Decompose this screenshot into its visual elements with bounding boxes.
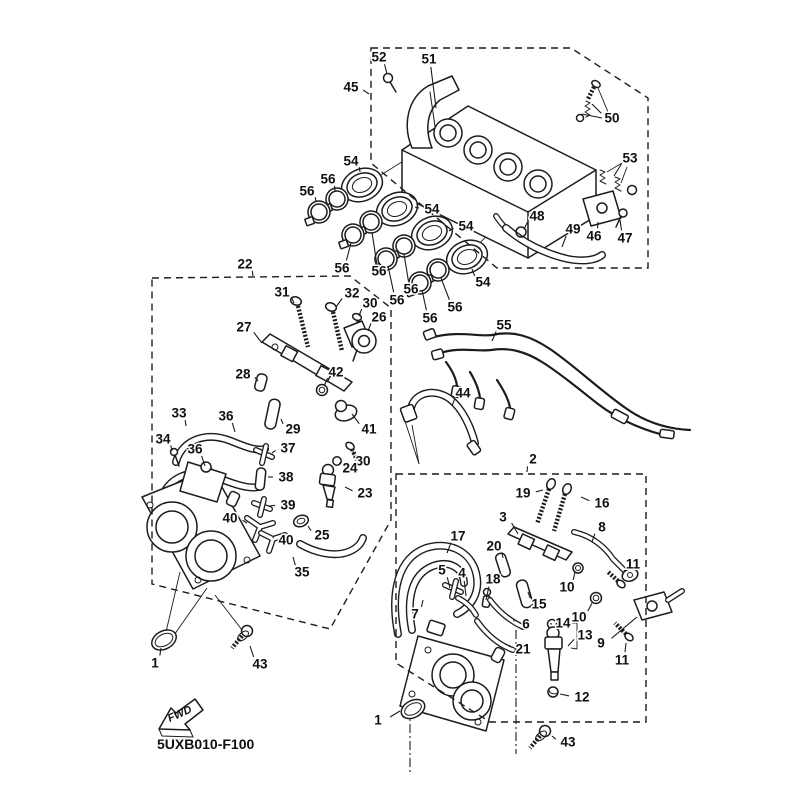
part-label-20: 20 xyxy=(486,538,502,554)
label-leader-line xyxy=(359,167,360,172)
label-leader-line xyxy=(592,104,601,113)
part-label-32: 32 xyxy=(344,285,360,301)
part-label-41: 41 xyxy=(361,421,377,437)
part-label-52: 52 xyxy=(371,49,387,65)
projection-line xyxy=(621,167,627,183)
part-label-3: 3 xyxy=(499,509,507,525)
sensor-art xyxy=(634,592,672,620)
label-leader-line xyxy=(560,694,569,696)
part-label-14: 14 xyxy=(555,615,571,631)
part-label-54: 54 xyxy=(475,274,491,290)
part-label-36: 36 xyxy=(218,408,234,424)
part-label-31: 31 xyxy=(274,284,290,300)
part-label-40: 40 xyxy=(278,532,294,548)
label-leader-line xyxy=(336,298,342,307)
part-label-56: 56 xyxy=(334,260,350,276)
part-label-21: 21 xyxy=(515,641,531,657)
projection-line xyxy=(404,418,419,464)
label-leader-line xyxy=(363,90,369,94)
part-label-17: 17 xyxy=(450,528,466,544)
label-leader-line xyxy=(404,254,408,281)
part-label-56: 56 xyxy=(371,263,387,279)
label-leader-line xyxy=(281,419,283,424)
part-label-50: 50 xyxy=(604,110,620,126)
part-label-28: 28 xyxy=(235,366,251,382)
part-label-1: 1 xyxy=(374,712,382,728)
part-label-11: 11 xyxy=(614,652,630,668)
part-label-55: 55 xyxy=(496,317,512,333)
part-label-47: 47 xyxy=(617,230,633,246)
fwd-arrow xyxy=(159,699,203,737)
part-label-34: 34 xyxy=(155,431,171,447)
label-leader-line xyxy=(390,711,400,717)
label-leader-line xyxy=(315,197,316,202)
part-label-10: 10 xyxy=(571,609,587,625)
label-leader-line xyxy=(588,603,592,611)
injector-art xyxy=(545,620,562,698)
part-label-56: 56 xyxy=(422,310,438,326)
part-label-53: 53 xyxy=(622,150,638,166)
part-label-46: 46 xyxy=(586,228,602,244)
part-label-42: 42 xyxy=(328,364,344,380)
label-leader-line xyxy=(527,466,528,472)
label-leader-line xyxy=(345,487,353,491)
wire-harness-art xyxy=(423,328,690,439)
part-label-18: 18 xyxy=(485,571,501,587)
label-leader-line xyxy=(385,64,387,74)
projection-line xyxy=(598,88,608,112)
diagram-code: 5UXB010-F100 xyxy=(157,736,255,752)
bolt-art xyxy=(384,74,393,83)
fuel-rail-assembly-art xyxy=(142,295,376,654)
part-label-29: 29 xyxy=(285,421,301,437)
part-label-5: 5 xyxy=(438,562,446,578)
part-label-26: 26 xyxy=(371,309,387,325)
projection-line xyxy=(571,648,577,649)
projection-line xyxy=(166,572,180,632)
label-leader-line xyxy=(272,450,276,453)
part-label-36: 36 xyxy=(187,441,203,457)
part-label-43: 43 xyxy=(252,656,268,672)
label-leader-line xyxy=(232,423,235,432)
part-label-19: 19 xyxy=(515,485,531,501)
part-label-54: 54 xyxy=(343,153,359,169)
part-label-24: 24 xyxy=(342,460,358,476)
label-leader-line xyxy=(185,420,186,426)
pressure-regulator-art xyxy=(352,329,376,353)
injector-art xyxy=(319,465,335,508)
part-label-39: 39 xyxy=(280,497,296,513)
part-label-56: 56 xyxy=(389,292,405,308)
part-label-56: 56 xyxy=(320,171,336,187)
label-leader-line xyxy=(254,332,262,343)
fwd-label: FWD xyxy=(165,703,194,725)
part-label-7: 7 xyxy=(411,606,419,622)
part-label-25: 25 xyxy=(314,527,330,543)
part-label-56: 56 xyxy=(447,299,463,315)
part-label-38: 38 xyxy=(278,469,294,485)
o-ring-art xyxy=(148,626,179,654)
label-leader-line xyxy=(581,497,590,501)
part-label-16: 16 xyxy=(594,495,610,511)
label-leader-line xyxy=(552,736,556,739)
part-label-27: 27 xyxy=(236,319,252,335)
label-leader-line xyxy=(388,266,394,292)
part-label-35: 35 xyxy=(294,564,310,580)
part-label-54: 54 xyxy=(424,201,440,217)
label-leader-line xyxy=(269,505,275,506)
part-label-10: 10 xyxy=(559,579,575,595)
part-label-13: 13 xyxy=(577,627,593,643)
label-leader-line xyxy=(421,600,423,607)
label-leader-line xyxy=(441,278,449,300)
part-label-22: 22 xyxy=(237,256,253,272)
label-leader-line xyxy=(536,490,543,492)
part-label-15: 15 xyxy=(531,596,547,612)
part-label-37: 37 xyxy=(280,440,296,456)
part-label-2: 2 xyxy=(529,451,537,467)
part-label-12: 12 xyxy=(574,689,590,705)
projection-line xyxy=(582,114,602,118)
part-label-56: 56 xyxy=(299,183,315,199)
part-label-30: 30 xyxy=(355,453,371,469)
part-label-4: 4 xyxy=(458,565,466,581)
part-label-51: 51 xyxy=(421,51,437,67)
lower-assembly-art xyxy=(395,477,682,748)
part-label-54: 54 xyxy=(458,218,474,234)
label-leader-line xyxy=(568,639,574,646)
part-label-1: 1 xyxy=(151,655,159,671)
projection-line xyxy=(172,588,207,638)
label-leader-line xyxy=(562,236,566,247)
part-label-40: 40 xyxy=(222,510,238,526)
part-label-8: 8 xyxy=(598,519,606,535)
part-label-30: 30 xyxy=(362,295,378,311)
part-label-6: 6 xyxy=(522,616,530,632)
part-label-43: 43 xyxy=(560,734,576,750)
label-leader-line xyxy=(625,643,626,652)
label-leader-line xyxy=(620,220,622,230)
part-label-48: 48 xyxy=(529,208,545,224)
part-label-9: 9 xyxy=(597,635,605,651)
part-label-44: 44 xyxy=(455,385,471,401)
part-label-56: 56 xyxy=(403,281,419,297)
fuel-hose-art xyxy=(400,393,481,456)
part-label-11: 11 xyxy=(625,556,641,572)
label-leader-line xyxy=(492,331,496,341)
part-label-23: 23 xyxy=(357,485,373,501)
label-leader-line xyxy=(250,646,254,657)
label-leader-line xyxy=(308,526,311,531)
part-label-49: 49 xyxy=(565,221,581,237)
part-label-45: 45 xyxy=(343,79,359,95)
part-label-33: 33 xyxy=(171,405,187,421)
